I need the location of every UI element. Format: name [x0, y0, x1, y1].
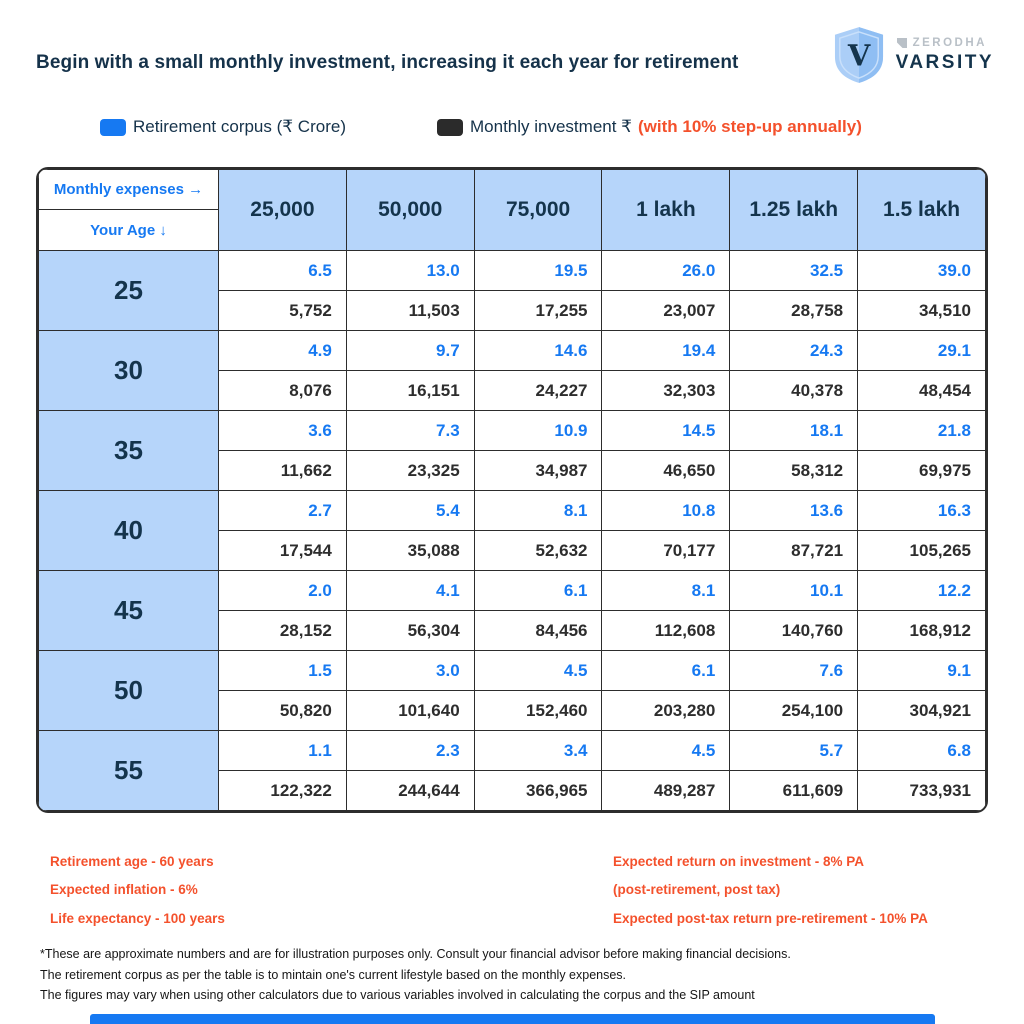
- corpus-value-cell: 5.7: [730, 731, 858, 771]
- corpus-value-cell: 10.8: [602, 491, 730, 531]
- assumptions-right: [613, 847, 928, 933]
- zerodha-varsity-logo: [834, 26, 994, 84]
- corpus-row: [39, 651, 986, 691]
- corpus-value-cell: 21.8: [858, 411, 986, 451]
- corpus-value-cell: 3.6: [219, 411, 347, 451]
- corpus-value-cell: 4.1: [346, 571, 474, 611]
- corpus-value-cell: 12.2: [858, 571, 986, 611]
- investment-value-cell: 23,007: [602, 291, 730, 331]
- investment-value-cell: 112,608: [602, 611, 730, 651]
- legend-monthly-investment: [437, 116, 862, 138]
- investment-value-cell: 28,758: [730, 291, 858, 331]
- investment-value-cell: 8,076: [219, 371, 347, 411]
- investment-value-cell: 5,752: [219, 291, 347, 331]
- corpus-row: [39, 411, 986, 451]
- age-cell: 25: [39, 251, 219, 331]
- corpus-value-cell: 32.5: [730, 251, 858, 291]
- investment-value-cell: 34,987: [474, 451, 602, 491]
- investment-value-cell: 244,644: [346, 771, 474, 811]
- corpus-value-cell: 6.1: [474, 571, 602, 611]
- investment-value-cell: 152,460: [474, 691, 602, 731]
- investment-value-cell: 40,378: [730, 371, 858, 411]
- corpus-value-cell: 2.7: [219, 491, 347, 531]
- investment-value-cell: 203,280: [602, 691, 730, 731]
- corpus-value-cell: 1.5: [219, 651, 347, 691]
- age-cell: 30: [39, 331, 219, 411]
- corpus-value-cell: 9.1: [858, 651, 986, 691]
- corpus-legend-label: Retirement corpus (₹ Crore): [133, 117, 346, 136]
- corpus-value-cell: 3.0: [346, 651, 474, 691]
- investment-value-cell: 254,100: [730, 691, 858, 731]
- corpus-value-cell: 13.6: [730, 491, 858, 531]
- corpus-value-cell: 18.1: [730, 411, 858, 451]
- corpus-value-cell: 39.0: [858, 251, 986, 291]
- corpus-value-cell: 10.9: [474, 411, 602, 451]
- investment-value-cell: 168,912: [858, 611, 986, 651]
- corpus-row: [39, 491, 986, 531]
- investment-swatch-icon: [437, 119, 463, 136]
- investment-value-cell: 69,975: [858, 451, 986, 491]
- investment-value-cell: 32,303: [602, 371, 730, 411]
- disclaimer-line: *These are approximate numbers and are for illustration purposes only. Consult your financial advisor before making financial decisions.: [40, 947, 791, 962]
- page-title: Begin with a small monthly investment, increasing it each year for retirement: [36, 52, 739, 73]
- zerodha-brand-label: ZERODHA: [912, 36, 987, 49]
- investment-legend-label: Monthly investment ₹: [470, 117, 632, 136]
- investment-value-cell: 35,088: [346, 531, 474, 571]
- corpus-value-cell: 4.9: [219, 331, 347, 371]
- investment-value-cell: 11,662: [219, 451, 347, 491]
- age-cell: 50: [39, 651, 219, 731]
- corpus-value-cell: 29.1: [858, 331, 986, 371]
- corpus-value-cell: 3.4: [474, 731, 602, 771]
- legend-retirement-corpus: [100, 116, 346, 138]
- investment-value-cell: 366,965: [474, 771, 602, 811]
- corpus-value-cell: 16.3: [858, 491, 986, 531]
- investment-value-cell: 101,640: [346, 691, 474, 731]
- corpus-value-cell: 7.3: [346, 411, 474, 451]
- corpus-value-cell: 4.5: [602, 731, 730, 771]
- stepup-note: (with 10% step-up annually): [638, 117, 862, 136]
- investment-value-cell: 52,632: [474, 531, 602, 571]
- zerodha-kite-icon: [896, 37, 908, 49]
- varsity-shield-icon: [834, 26, 884, 84]
- age-cell: 55: [39, 731, 219, 811]
- investment-value-cell: 50,820: [219, 691, 347, 731]
- corpus-value-cell: 19.5: [474, 251, 602, 291]
- corner-cell: [39, 170, 219, 251]
- investment-value-cell: 48,454: [858, 371, 986, 411]
- corpus-value-cell: 6.1: [602, 651, 730, 691]
- corpus-value-cell: 26.0: [602, 251, 730, 291]
- corpus-value-cell: 5.4: [346, 491, 474, 531]
- investment-value-cell: 122,322: [219, 771, 347, 811]
- corpus-swatch-icon: [100, 119, 126, 136]
- age-cell: 45: [39, 571, 219, 651]
- investment-value-cell: 11,503: [346, 291, 474, 331]
- investment-value-cell: 56,304: [346, 611, 474, 651]
- assumption-line: (post-retirement, post tax): [613, 882, 781, 898]
- retirement-table: [36, 167, 988, 813]
- column-header: 50,000: [346, 170, 474, 251]
- corpus-value-cell: 7.6: [730, 651, 858, 691]
- assumption-line: Expected post-tax return pre-retirement - 10% PA: [613, 910, 928, 926]
- investment-value-cell: 17,255: [474, 291, 602, 331]
- corpus-value-cell: 13.0: [346, 251, 474, 291]
- disclaimer-line: The retirement corpus as per the table is to mintain one's current lifestyle based on the monthly expenses.: [40, 967, 627, 982]
- investment-value-cell: 87,721: [730, 531, 858, 571]
- corpus-value-cell: 10.1: [730, 571, 858, 611]
- zerodha-brand: [896, 37, 994, 49]
- corpus-value-cell: 4.5: [474, 651, 602, 691]
- corpus-value-cell: 1.1: [219, 731, 347, 771]
- corpus-value-cell: 8.1: [602, 571, 730, 611]
- investment-value-cell: 17,544: [219, 531, 347, 571]
- corpus-value-cell: 14.6: [474, 331, 602, 371]
- assumption-line: Expected return on investment - 8% PA: [613, 853, 865, 869]
- corpus-value-cell: 14.5: [602, 411, 730, 451]
- column-header: 1 lakh: [602, 170, 730, 251]
- corpus-row: [39, 331, 986, 371]
- investment-value-cell: 70,177: [602, 531, 730, 571]
- investment-value-cell: 34,510: [858, 291, 986, 331]
- investment-value-cell: 105,265: [858, 531, 986, 571]
- corpus-row: [39, 731, 986, 771]
- corpus-row: [39, 251, 986, 291]
- monthly-expenses-label: Monthly expenses →: [39, 170, 218, 210]
- column-header: 75,000: [474, 170, 602, 251]
- investment-value-cell: 611,609: [730, 771, 858, 811]
- corpus-value-cell: 8.1: [474, 491, 602, 531]
- investment-value-cell: 84,456: [474, 611, 602, 651]
- investment-value-cell: 733,931: [858, 771, 986, 811]
- corpus-value-cell: 9.7: [346, 331, 474, 371]
- corpus-value-cell: 24.3: [730, 331, 858, 371]
- investment-value-cell: 16,151: [346, 371, 474, 411]
- varsity-wordmark: VARSITY: [895, 51, 994, 73]
- your-age-label: Your Age ↓: [90, 221, 167, 239]
- disclaimer-line: The figures may vary when using other calculators due to various variables involved in calculating the corpus and the SIP amount: [40, 988, 755, 1003]
- table-header-row: [39, 170, 986, 251]
- corpus-value-cell: 19.4: [602, 331, 730, 371]
- column-header: 1.5 lakh: [858, 170, 986, 251]
- investment-value-cell: 46,650: [602, 451, 730, 491]
- svg-text:V: V: [847, 38, 870, 73]
- assumption-line: Expected inflation - 6%: [50, 882, 198, 898]
- column-header: 25,000: [219, 170, 347, 251]
- investment-value-cell: 23,325: [346, 451, 474, 491]
- corpus-value-cell: 2.3: [346, 731, 474, 771]
- corpus-value-cell: 6.5: [219, 251, 347, 291]
- assumption-line: Retirement age - 60 years: [50, 853, 214, 869]
- bottom-accent-bar: [90, 1014, 935, 1024]
- investment-value-cell: 304,921: [858, 691, 986, 731]
- disclaimers: [40, 944, 791, 1006]
- corpus-row: [39, 571, 986, 611]
- age-cell: 35: [39, 411, 219, 491]
- assumptions-left: [50, 847, 225, 933]
- corpus-value-cell: 2.0: [219, 571, 347, 611]
- investment-value-cell: 489,287: [602, 771, 730, 811]
- assumption-line: Life expectancy - 100 years: [50, 910, 225, 926]
- column-header: 1.25 lakh: [730, 170, 858, 251]
- investment-value-cell: 28,152: [219, 611, 347, 651]
- corpus-value-cell: 6.8: [858, 731, 986, 771]
- age-cell: 40: [39, 491, 219, 571]
- investment-value-cell: 58,312: [730, 451, 858, 491]
- investment-value-cell: 24,227: [474, 371, 602, 411]
- investment-value-cell: 140,760: [730, 611, 858, 651]
